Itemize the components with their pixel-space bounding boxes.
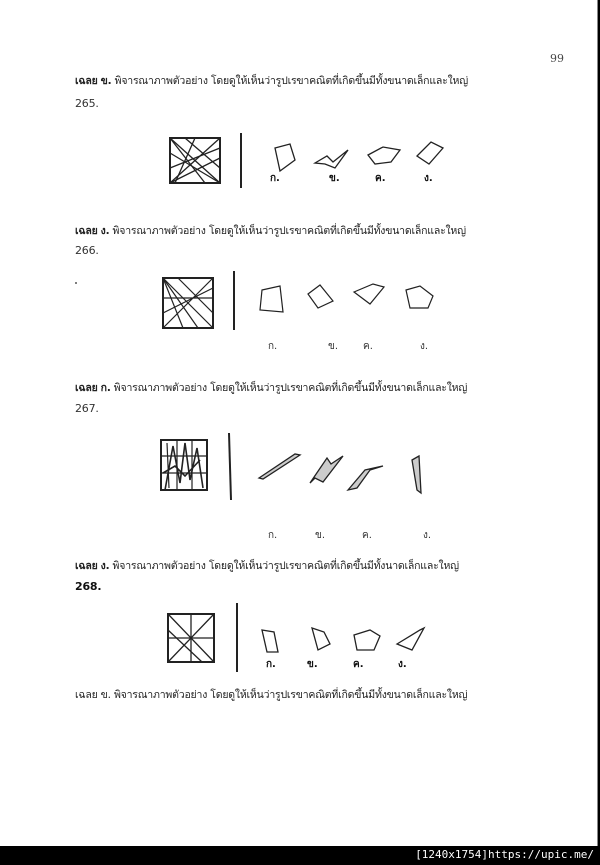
answer-choice: ข. — [100, 75, 112, 87]
question-number: 268. — [75, 580, 102, 593]
choice-shape — [262, 630, 278, 652]
question-figure — [165, 128, 455, 190]
divider-line — [229, 433, 231, 500]
answer-choice: ง. — [100, 560, 110, 572]
answer-line — [75, 686, 467, 703]
answer-text: พิจารณาภาพตัวอย่าง โดยดูให้เห็นว่ารูปเรขาคณิตที่เกิดขึ้นมีทั้งขนาดเล็กและใหญ่ — [113, 382, 468, 394]
choice-shape — [275, 144, 295, 171]
choice-shape — [348, 466, 383, 490]
choice-label: ง. — [398, 659, 407, 670]
answer-choice: ง. — [100, 225, 110, 237]
answer-prefix: เฉลย — [75, 382, 98, 394]
choice-shape — [308, 285, 333, 308]
choice-label: ง. — [420, 341, 429, 352]
answer-text: พิจารณาภาพตัวอย่าง โดยดูให้เห็นว่ารูปเรขาคณิตที่เกิดขึ้นมีทั้งขนาดเล็กและใหญ่ — [113, 689, 468, 701]
answer-prefix: เฉลย — [75, 560, 98, 572]
choice-shape — [354, 630, 380, 650]
choice-label: ง. — [424, 173, 433, 184]
choice-shape — [259, 454, 300, 479]
page-number: 99 — [550, 52, 564, 65]
answer-choice: ข. — [100, 689, 111, 701]
choice-label: ง. — [423, 530, 432, 541]
choice-label: ข. — [328, 341, 339, 352]
answer-prefix: เฉลย — [75, 225, 98, 237]
choice-shape — [310, 456, 343, 483]
choice-label: ก. — [266, 659, 276, 670]
choice-label: ข. — [329, 173, 340, 184]
question-figure — [158, 268, 448, 333]
question-number: 265. — [75, 97, 99, 110]
choice-shape — [368, 147, 400, 164]
answer-choice: ก. — [100, 382, 111, 394]
choice-shape — [397, 628, 424, 650]
choice-label: ข. — [315, 530, 326, 541]
question-number: 266. — [75, 244, 99, 257]
question-figure — [155, 428, 445, 503]
choice-label: ก. — [268, 341, 278, 352]
answer-text: พิจารณาภาพตัวอย่าง โดยดูให้เห็นว่ารูปเรขาคณิตที่เกิดขึ้นมีทั้งขนาดเล็กและใหญ่ — [114, 75, 468, 87]
answer-line — [75, 72, 468, 89]
stray-dot — [75, 282, 77, 284]
choice-shape — [412, 456, 421, 493]
choice-shape — [406, 286, 433, 308]
example-grid-figure — [168, 614, 214, 662]
answer-prefix: เฉลย — [75, 75, 98, 87]
question-number: 267. — [75, 402, 99, 415]
choice-label: ค. — [375, 173, 386, 184]
answer-text: พิจารณาภาพตัวอย่าง โดยดูให้เห็นว่ารูปเรขาคณิตที่เกิดขึ้นมีทั้งขนาดเล็กและใหญ่ — [112, 225, 466, 237]
answer-line — [75, 557, 459, 574]
choice-shape — [354, 284, 384, 304]
choice-shape — [417, 142, 443, 164]
answer-line — [75, 379, 467, 396]
answer-text: พิจารณาภาพตัวอย่าง โดยดูให้เห็นว่ารูปเรขาคณิตที่เกิดขึ้นมีทั้งนาดเล็กและใหญ่ — [112, 560, 459, 572]
choice-shape — [260, 286, 283, 312]
choice-label: ค. — [362, 530, 372, 541]
choice-label: ค. — [353, 659, 364, 670]
choice-shape — [315, 150, 348, 168]
choice-label: ข. — [307, 659, 318, 670]
example-grid-figure — [170, 138, 220, 183]
choice-label: ค. — [363, 341, 373, 352]
choice-label: ก. — [268, 530, 278, 541]
answer-prefix: เฉลย — [75, 689, 98, 701]
choice-label: ก. — [270, 173, 280, 184]
choice-shape — [312, 628, 330, 650]
example-grid-figure — [161, 440, 207, 490]
answer-line — [75, 222, 466, 239]
example-grid-figure — [163, 278, 213, 328]
footer-watermark: [1240x1754]https://upic.me/ — [415, 848, 594, 861]
